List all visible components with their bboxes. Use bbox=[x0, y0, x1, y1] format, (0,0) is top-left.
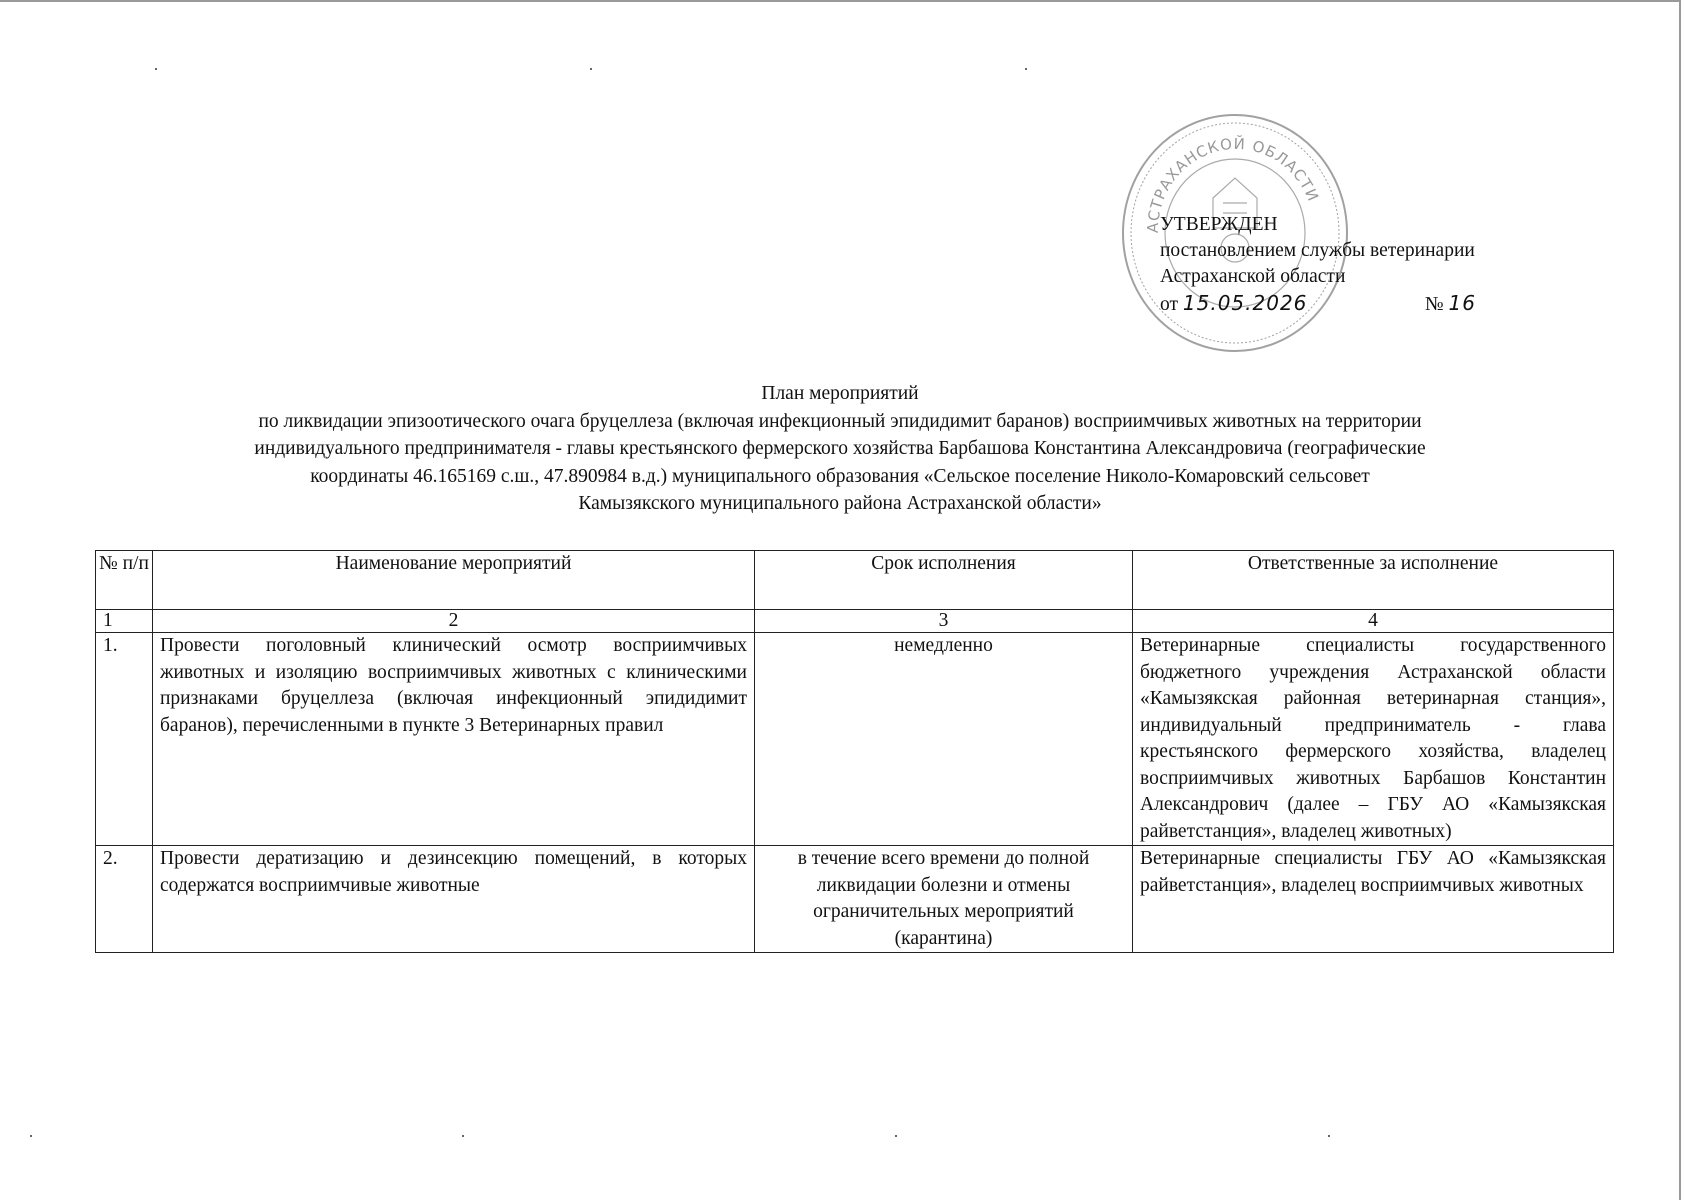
approval-line-1: постановлением службы ветеринарии bbox=[1160, 240, 1475, 261]
column-number: 3 bbox=[755, 610, 1133, 633]
row-action: Провести поголовный клинический осмотр восприимчивых животных и изоляцию восприимчивых животных с клиническими признаками бруцеллеза (включая инфекционный эпидидимит баранов), перечисленными в пункте 3 Ветеринарных правил bbox=[153, 633, 755, 846]
column-number: 1 bbox=[96, 610, 153, 633]
header-responsible: Ответственные за исполнение bbox=[1133, 551, 1614, 610]
column-number: 2 bbox=[153, 610, 755, 633]
handwritten-number: 16 bbox=[1448, 291, 1476, 315]
header-num: № п/п bbox=[96, 551, 153, 610]
row-number: 1. bbox=[96, 633, 153, 846]
header-deadline: Срок исполнения bbox=[755, 551, 1133, 610]
row-number: 2. bbox=[96, 846, 153, 953]
row-deadline: немедленно bbox=[755, 633, 1133, 846]
scan-speck bbox=[590, 68, 592, 70]
header-action: Наименование мероприятий bbox=[153, 551, 755, 610]
column-number-row bbox=[96, 610, 1614, 633]
scan-speck bbox=[30, 1135, 32, 1137]
scan-speck bbox=[155, 68, 157, 70]
scan-speck bbox=[462, 1135, 464, 1137]
stamp-text: АСТРАХАНСКОЙ ОБЛАСТИ bbox=[1143, 134, 1323, 234]
title-line-2: по ликвидации эпизоотического очага бруцеллеза (включая инфекционный эпидидимит баранов) восприимчивых животных на территории bbox=[258, 410, 1422, 432]
table-row bbox=[96, 633, 1614, 846]
row-responsible: Ветеринарные специалисты государственного бюджетного учреждения Астраханской области «Камызякская районная ветеринарная станция», индивидуальный предприниматель - глава крестьянского фермерского хозяйства, владелец восприимчивых животных Барбашов Константин Александрович (далее – ГБУ АО «Камызякская райветстанция», владелец животных) bbox=[1133, 633, 1614, 846]
title-line-1: План мероприятий bbox=[761, 383, 919, 404]
title-line-3: индивидуального предпринимателя - главы крестьянского фермерского хозяйства Барбашова Константина Александровича (географические bbox=[254, 438, 1426, 459]
approval-date-line bbox=[1160, 290, 1600, 318]
column-number: 4 bbox=[1133, 610, 1614, 633]
approval-block bbox=[1160, 212, 1600, 318]
number-label: № bbox=[1425, 294, 1444, 315]
approval-number bbox=[1425, 290, 1476, 318]
row-responsible: Ветеринарные специалисты ГБУ АО «Камызякская райветстанция», владелец восприимчивых животных bbox=[1133, 846, 1614, 953]
handwritten-date: 15.05.2026 bbox=[1182, 291, 1308, 315]
title-line-5: Камызякского муниципального района Астраханской области» bbox=[578, 493, 1102, 514]
approval-line-2: Астраханской области bbox=[1160, 266, 1346, 287]
scan-speck bbox=[895, 1135, 897, 1137]
scan-speck bbox=[1328, 1135, 1330, 1137]
date-prefix: от bbox=[1160, 294, 1179, 315]
scan-speck bbox=[1025, 68, 1027, 70]
title-line-4: координаты 46.165169 с.ш., 47.890984 в.д.) муниципального образования «Сельское поселение Николо-Комаровский сельсовет bbox=[310, 465, 1370, 487]
plan-table bbox=[95, 550, 1614, 953]
document-title bbox=[95, 380, 1585, 518]
row-action: Провести дератизацию и дезинсекцию помещений, в которых содержатся восприимчивые животные bbox=[153, 846, 755, 953]
row-deadline: в течение всего времени до полной ликвидации болезни и отмены ограничительных мероприятий (карантина) bbox=[755, 846, 1133, 953]
approval-heading: УТВЕРЖДЕН bbox=[1160, 214, 1278, 235]
table-row bbox=[96, 846, 1614, 953]
table-header-row bbox=[96, 551, 1614, 610]
